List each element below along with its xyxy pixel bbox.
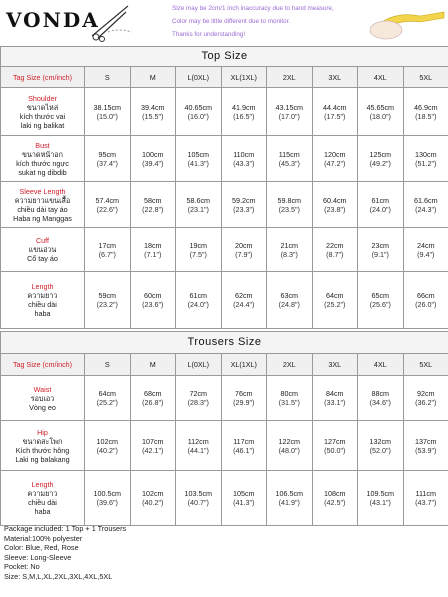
scissors-icon [88,2,134,42]
size-value-cell [358,421,404,471]
size-value-cell [358,471,404,526]
value-cm: 111cm [415,489,436,498]
size-value-cell [312,376,358,421]
value-cm: 110cm [233,149,255,159]
measurement-translation: แขนอ่วน [28,245,57,254]
size-value-cell [221,88,267,136]
measurement-name: Cuff [35,236,50,245]
size-header: S [85,354,131,376]
value-inch: (36.2") [415,398,437,407]
size-value-cell [176,272,222,329]
table-row [1,136,448,182]
size-value-cell [130,88,176,136]
size-value-cell [221,228,267,272]
size-value-cell [221,471,267,526]
value-inch: (40.7") [187,498,209,507]
size-value-cell [176,228,222,272]
value-inch: (42.1") [142,445,164,455]
value-cm: 58cm [143,195,162,205]
value-inch: (25.6") [369,300,391,309]
table-row [1,88,448,136]
measurement-translation: Cổ tay áo [27,254,58,263]
value-cm: 41.9cm [231,102,256,112]
value-inch: (23.2") [96,300,118,309]
value-cm: 80cm [280,389,299,398]
value-cm: 105cm [232,489,255,498]
value-cm: 108cm [323,489,346,498]
size-value-cell [85,228,131,272]
size-header: 5XL [403,67,448,88]
value-cm: 68cm [143,389,162,398]
measuring-tape-icon [360,2,446,42]
measurement-label [1,88,85,136]
value-inch: (8.3") [280,249,298,259]
value-cm: 105cm [187,149,210,159]
size-value-cell [221,136,267,182]
size-value-cell [267,228,313,272]
value-cm: 62cm [234,291,253,300]
value-inch: (48.0") [278,445,300,455]
measurement-translation: Vòng eo [29,402,56,412]
value-cm: 100cm [141,149,164,159]
size-header: 3XL [312,354,358,376]
value-inch: (25.2") [96,398,118,407]
value-cm: 102cm [96,436,119,446]
value-cm: 115cm [278,149,300,159]
size-value-cell [403,228,448,272]
value-inch: (23.5") [278,204,300,214]
measurement-name: Waist [33,384,52,394]
measurement-translation: chiều dài [28,498,57,507]
value-inch: (43.1") [369,498,391,507]
size-value-cell [403,272,448,329]
measurement-name: Shoulder [28,93,57,103]
value-cm: 132cm [369,436,392,446]
size-value-cell [176,421,222,471]
size-value-cell [312,182,358,228]
header-banner [0,0,448,44]
size-value-cell [267,136,313,182]
table-row [1,421,448,471]
value-inch: (18.0") [369,111,391,121]
size-value-cell [221,421,267,471]
size-header: M [130,67,176,88]
info-line: Size: S,M,L,XL,2XL,3XL,4XL,5XL [4,571,113,581]
value-cm: 130cm [415,149,437,159]
value-cm: 66cm [417,291,435,300]
value-inch: (29.9") [233,398,255,407]
measurement-name: Length [31,480,54,489]
trousers-size-table [0,331,448,526]
measurement-translation: sukat ng dibdib [18,167,67,177]
value-inch: (23.6") [142,300,164,309]
value-inch: (52.0") [369,445,391,455]
value-cm: 46.9cm [414,102,438,112]
value-inch: (41.3") [187,158,209,168]
value-cm: 61cm [371,195,390,205]
size-value-cell [176,471,222,526]
measurement-label [1,182,85,228]
top-size-table [0,46,448,329]
value-inch: (42.5") [324,498,346,507]
measurement-name: Sleeve Length [19,186,66,196]
value-inch: (6.7") [98,249,116,259]
value-inch: (41.3") [233,498,255,507]
value-cm: 23cm [371,240,390,250]
value-inch: (40.2") [96,445,118,455]
size-header: S [85,67,131,88]
value-inch: (16.5") [233,111,255,121]
size-value-cell [267,88,313,136]
measurement-translation: ความยาวแขนเสื้อ [14,195,71,205]
value-cm: 103.5cm [184,489,213,498]
size-value-cell [176,88,222,136]
size-value-cell [221,376,267,421]
value-inch: (22.8") [142,204,164,214]
value-inch: (9.4") [417,249,435,259]
value-cm: 64cm [98,389,117,398]
value-cm: 59.2cm [231,195,256,205]
value-inch: (24.4") [233,300,255,309]
value-cm: 122cm [278,436,301,446]
value-inch: (24.0") [187,300,209,309]
size-header: 2XL [267,354,313,376]
value-inch: (31.5") [278,398,300,407]
size-value-cell [403,182,448,228]
value-inch: (46.1") [233,445,255,455]
value-cm: 24cm [417,240,435,250]
value-inch: (7.1") [144,249,162,259]
size-header: 4XL [358,67,404,88]
size-value-cell [130,471,176,526]
size-value-cell [176,376,222,421]
value-inch: (40.2") [142,498,164,507]
measurement-label [1,228,85,272]
tag-size-header: Tag Size (cm/inch) [1,67,85,88]
measurement-label [1,421,85,471]
size-value-cell [403,471,448,526]
value-cm: 60.4cm [322,195,347,205]
value-inch: (37.4") [96,158,118,168]
value-cm: 58.6cm [186,195,211,205]
size-value-cell [130,272,176,329]
info-line: Material:100% polyester [4,533,83,543]
value-cm: 100.5cm [93,489,122,498]
value-cm: 112cm [187,436,209,446]
measurement-translation: kích thước vai [19,111,66,121]
info-line: Package included: 1 Top + 1 Trousers [4,524,127,533]
value-inch: (17.0") [278,111,300,121]
value-cm: 19cm [189,240,208,250]
value-inch: (41.9") [278,498,300,507]
value-cm: 61.6cm [414,195,438,205]
value-cm: 21cm [280,240,299,250]
table-row [1,471,448,526]
value-cm: 40.65cm [184,102,213,112]
size-value-cell [130,376,176,421]
value-inch: (18.5") [415,111,437,121]
value-cm: 88cm [371,389,390,398]
size-value-cell [267,272,313,329]
value-inch: (23.3") [233,204,255,214]
size-value-cell [85,421,131,471]
value-inch: (22.6") [96,204,118,214]
size-value-cell [312,228,358,272]
measurement-translation: รอบเอว [30,393,55,403]
value-inch: (26.0") [415,300,437,309]
measurement-translation: Laki ng balakang [15,454,70,464]
value-inch: (24.3") [415,204,437,214]
value-inch: (39.4") [142,158,164,168]
size-value-cell [130,421,176,471]
trousers-size-title: Trousers Size [1,332,448,354]
value-cm: 102cm [141,489,164,498]
size-value-cell [358,182,404,228]
measurement-label [1,376,85,421]
measurement-translation: ขนาดหน้าอก [22,149,63,159]
value-inch: (16.0") [187,111,209,121]
value-cm: 127cm [323,436,346,446]
value-cm: 120cm [323,149,346,159]
measurement-name: Hip [37,427,48,437]
measurement-name: Length [31,282,54,291]
measurement-label [1,471,85,526]
measurement-translation: ความยาว [27,291,58,300]
size-value-cell [312,471,358,526]
size-value-cell [85,88,131,136]
size-value-cell [358,228,404,272]
size-value-cell [85,376,131,421]
size-header: L(0XL) [176,354,222,376]
size-value-cell [130,228,176,272]
value-inch: (8.7") [326,249,344,259]
size-header: M [130,354,176,376]
brand-logo: VONDA [6,8,100,32]
info-line: Color: Blue, Red, Rose [4,543,79,553]
table-row [1,228,448,272]
value-inch: (53.9") [415,445,437,455]
size-header: XL(1XL) [221,67,267,88]
measurement-translation: ความยาว [27,489,58,498]
value-cm: 117cm [233,436,255,446]
tag-size-header: Tag Size (cm/inch) [1,354,85,376]
value-inch: (33.1") [324,398,346,407]
size-value-cell [85,272,131,329]
value-cm: 95cm [98,149,117,159]
product-info [4,524,126,582]
size-value-cell [358,88,404,136]
value-inch: (7.5") [189,249,207,259]
measurement-translation: haba [34,507,51,516]
measurement-translation: haba [34,309,51,318]
size-value-cell [358,136,404,182]
size-value-cell [312,272,358,329]
size-value-cell [312,421,358,471]
value-inch: (24.8") [278,300,300,309]
value-inch: (50.0") [324,445,346,455]
table-row [1,182,448,228]
value-cm: 20cm [234,240,253,250]
top-size-title: Top Size [1,47,448,67]
size-value-cell [312,88,358,136]
measurement-translation: chiều dài tay áo [17,204,68,214]
size-value-cell [403,376,448,421]
value-inch: (43.3") [233,158,255,168]
size-header: 3XL [312,67,358,88]
value-cm: 59.8cm [277,195,302,205]
value-inch: (23.1") [187,204,209,214]
value-inch: (47.2") [324,158,346,168]
measurement-translation: laki ng balikat [20,120,65,130]
value-inch: (28.3") [187,398,209,407]
size-value-cell [403,136,448,182]
size-value-cell [85,182,131,228]
value-inch: (49.2") [369,158,391,168]
size-value-cell [267,471,313,526]
table-row [1,272,448,329]
value-cm: 43.15cm [275,102,304,112]
size-value-cell [267,376,313,421]
size-value-cell [267,421,313,471]
size-header: XL(1XL) [221,354,267,376]
measurement-translation: kích thước ngực [16,158,69,168]
measurement-translation: Haba ng Manggas [13,213,72,223]
value-inch: (23.8") [324,204,346,214]
size-value-cell [221,182,267,228]
measurement-label [1,136,85,182]
value-cm: 92cm [416,389,435,398]
value-cm: 125cm [369,149,392,159]
size-header: 2XL [267,67,313,88]
value-cm: 107cm [141,436,164,446]
value-cm: 38.15cm [93,102,122,112]
value-cm: 22cm [325,240,344,250]
measurement-label [1,272,85,329]
value-cm: 57.4cm [95,195,120,205]
size-value-cell [85,471,131,526]
value-cm: 109.5cm [366,489,395,498]
value-cm: 63cm [280,291,299,300]
table-row [1,376,448,421]
size-header: 5XL [403,354,448,376]
measurement-translation: Kích thước hông [15,445,70,455]
value-inch: (9.1") [371,249,389,259]
value-cm: 64cm [325,291,344,300]
value-cm: 137cm [414,436,437,446]
measurement-notes: Size may be 2cm/1 inch inaccuracy due to hand measure, Color may be little different due to monitor. Thanks for understanding! [172,5,334,38]
value-inch: (43.7") [415,498,437,507]
value-cm: 72cm [189,389,208,398]
value-inch: (7.9") [235,249,253,259]
size-value-cell [403,421,448,471]
size-value-cell [130,182,176,228]
value-cm: 65cm [371,291,390,300]
size-value-cell [267,182,313,228]
measurement-translation: chiều dài [28,300,57,309]
value-cm: 106.5cm [275,489,304,498]
size-value-cell [221,272,267,329]
value-inch: (17.5") [324,111,346,121]
value-cm: 44.4cm [322,102,347,112]
value-cm: 84cm [325,389,344,398]
value-inch: (51.2") [415,158,437,168]
value-inch: (24.0") [369,204,391,214]
value-cm: 61cm [189,291,208,300]
value-inch: (25.2") [324,300,346,309]
measurement-name: Bust [35,140,50,150]
value-inch: (44.1") [187,445,209,455]
info-line: Pocket: No [4,562,40,572]
value-cm: 45.65cm [366,102,395,112]
size-value-cell [176,136,222,182]
size-value-cell [85,136,131,182]
size-header: L(0XL) [176,67,222,88]
value-inch: (45.3") [278,158,300,168]
measurement-translation: ขนาดสะโพก [22,436,63,446]
size-value-cell [403,88,448,136]
size-value-cell [176,182,222,228]
size-value-cell [130,136,176,182]
size-header: 4XL [358,354,404,376]
value-inch: (15.5") [142,111,164,121]
value-cm: 60cm [143,291,162,300]
value-cm: 76cm [234,389,253,398]
size-value-cell [312,136,358,182]
value-cm: 17cm [98,240,117,250]
size-value-cell [358,272,404,329]
info-line: Sleeve: Long-Sleeve [4,552,72,562]
value-inch: (34.6") [369,398,391,407]
value-cm: 18cm [143,240,162,250]
size-value-cell [358,376,404,421]
value-cm: 39.4cm [140,102,165,112]
value-inch: (39.6") [96,498,118,507]
value-inch: (26.8") [142,398,164,407]
value-inch: (15.0") [96,111,118,121]
measurement-translation: ขนาดไหล่ [26,102,59,112]
value-cm: 59cm [98,291,117,300]
